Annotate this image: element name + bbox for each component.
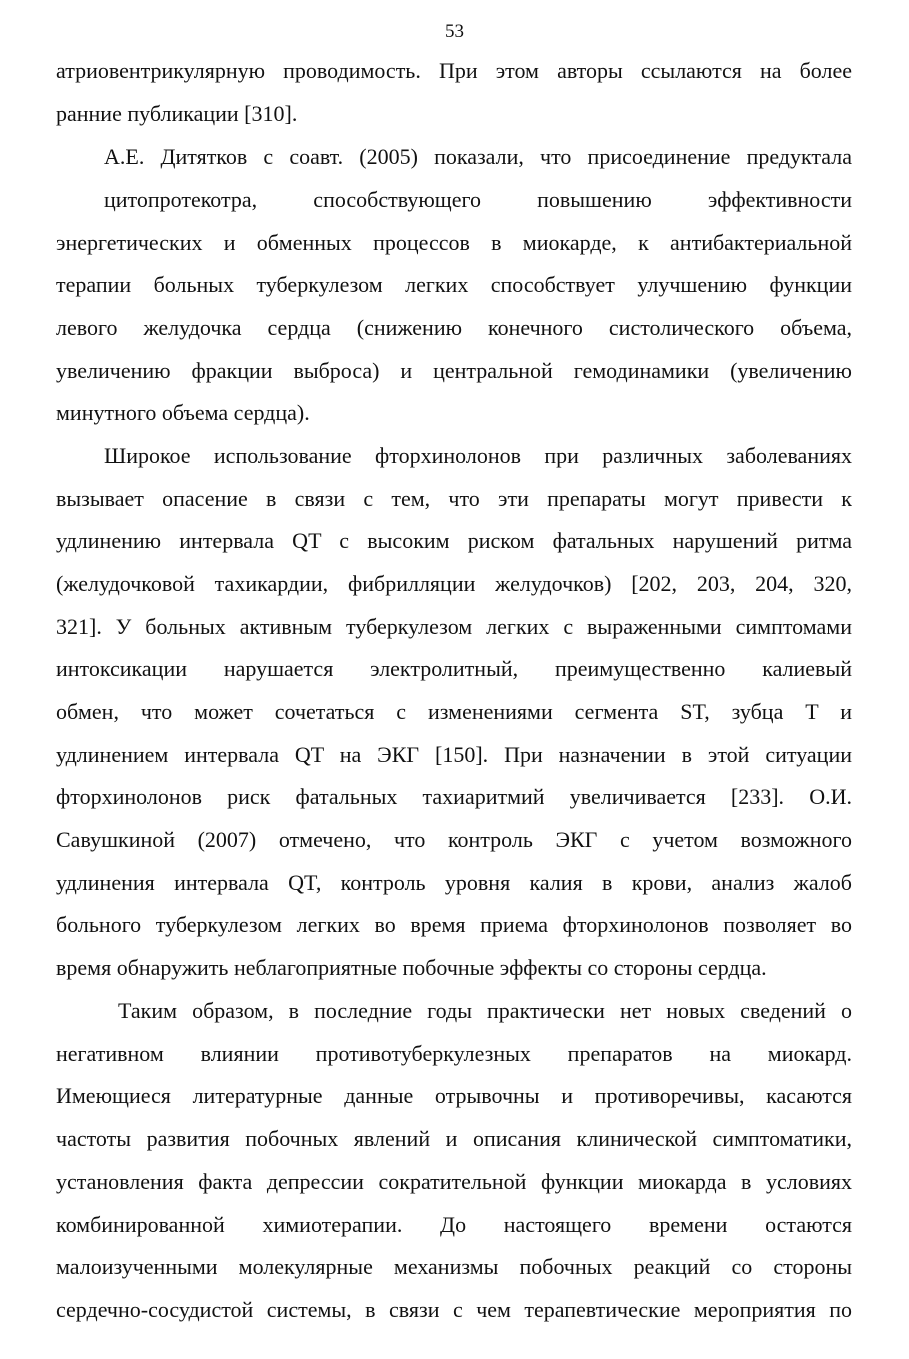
text-line: Савушкиной (2007) отмечено, что контроль ЭКГ с учетом возможного [56, 827, 852, 852]
text-line: установления факта депрессии сократительной функции миокарда в условиях [56, 1169, 852, 1194]
text-line: (желудочковой тахикардии, фибрилляции желудочков) [202, 203, 204, 320, [56, 571, 852, 596]
text-line: терапии больных туберкулезом легких способствует улучшению функции [56, 272, 852, 297]
text-line: обмен, что может сочетаться с изменениями сегмента ST, зубца T и [56, 699, 852, 724]
text-line: частоты развития побочных явлений и описания клинической симптоматики, [56, 1126, 852, 1151]
text-line: ранние публикации [310]. [56, 101, 298, 126]
text-line: больного туберкулезом легких во время приема фторхинолонов позволяет во [56, 912, 852, 937]
text-line: А.Е. Дитятков с соавт. (2005) показали, что присоединение предуктала [104, 144, 852, 169]
text-line: атриовентрикулярную проводимость. При этом авторы ссылаются на более [56, 58, 852, 83]
text-line: фторхинолонов риск фатальных тахиаритмий увеличивается [233]. О.И. [56, 784, 852, 809]
text-line: вызывает опасение в связи с тем, что эти препараты могут привести к [56, 486, 852, 511]
text-line: Имеющиеся литературные данные отрывочны и противоречивы, касаются [56, 1083, 852, 1108]
text-line: цитопротекотра, способствующего повышению эффективности [104, 187, 852, 212]
text-line: удлинения интервала QT, контроль уровня калия в крови, анализ жалоб [56, 870, 852, 895]
text-line: малоизученными молекулярные механизмы побочных реакций со стороны [56, 1254, 852, 1279]
text-line: минутного объема сердца). [56, 400, 310, 425]
text-line: левого желудочка сердца (снижению конечного систолического объема, [56, 315, 852, 340]
text-line: удлинением интервала QT на ЭКГ [150]. При назначении в этой ситуации [56, 742, 852, 767]
page-number: 53 [445, 21, 464, 42]
text-line: комбинированной химиотерапии. До настоящего времени остаются [56, 1212, 852, 1237]
text-line: негативном влиянии противотуберкулезных препаратов на миокард. [56, 1041, 852, 1066]
text-line: увеличению фракции выброса) и центральной гемодинамики (увеличению [56, 358, 852, 383]
text-line: время обнаружить неблагоприятные побочные эффекты со стороны сердца. [56, 955, 767, 980]
text-line: энергетических и обменных процессов в миокарде, к антибактериальной [56, 230, 852, 255]
text-line: удлинению интервала QT с высоким риском фатальных нарушений ритма [56, 528, 852, 553]
text-line: Таким образом, в последние годы практически нет новых сведений о [118, 998, 852, 1023]
text-line: интоксикации нарушается электролитный, преимущественно калиевый [56, 656, 852, 681]
text-line: 321]. У больных активным туберкулезом легких с выраженными симптомами [56, 614, 852, 639]
text-line: Широкое использование фторхинолонов при различных заболеваниях [104, 443, 852, 468]
text-line: сердечно-сосудистой системы, в связи с чем терапевтические мероприятия по [56, 1297, 852, 1322]
